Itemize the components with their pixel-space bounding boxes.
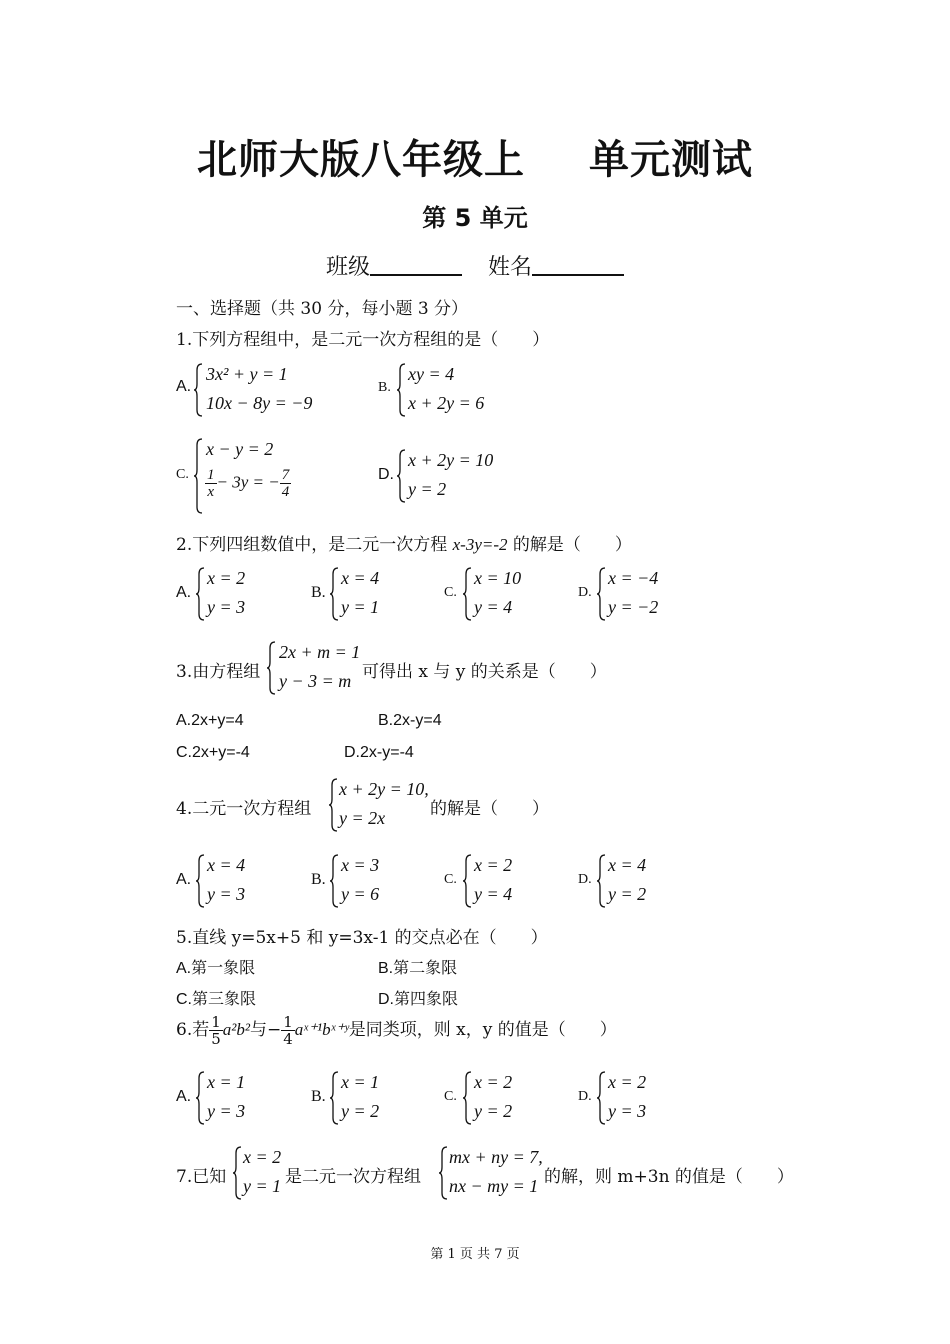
q1-c-eq1: x − y = 2 [206, 439, 274, 459]
q3-option-a: A.2x+y=4 [176, 712, 244, 729]
brace-icon [328, 777, 338, 833]
title-left: 北师大版八年级上 [197, 137, 525, 183]
q6-option-a-label: A. [176, 1088, 192, 1105]
unit-subtitle: 第 5 单元 [422, 204, 528, 232]
class-blank[interactable] [370, 252, 462, 276]
brace-icon [193, 437, 203, 515]
q1-a-eq2: 10x − 8y = −9 [206, 393, 313, 413]
q5-option-c: C.第三象限 [176, 991, 257, 1008]
brace-icon [195, 1070, 205, 1126]
brace-icon [193, 362, 203, 418]
q2-option-b-label: B. [311, 584, 326, 601]
page-title [0, 128, 950, 185]
brace-icon [462, 566, 472, 622]
q4-option-c-system: x = 2 y = 4 [462, 853, 542, 909]
q4-option-d-label: D. [578, 872, 592, 887]
q4-system: x + 2y = 10, y = 2x [328, 777, 428, 833]
q4-option-d-system: x = 4 y = 2 [596, 853, 676, 909]
q3-option-c: C.2x+y=-4 [176, 744, 250, 761]
q2-option-b-system: x = 4 y = 1 [329, 566, 409, 622]
q6-option-b-label: B. [311, 1088, 326, 1105]
q2-option-c-label: C. [444, 585, 457, 600]
brace-icon [266, 640, 276, 696]
q4-option-b-system: x = 3 y = 6 [329, 853, 409, 909]
q2-stem: 2.下列四组数值中，是二元一次方程 x-3y=-2 的解是（ ） [176, 535, 632, 555]
brace-icon [462, 1070, 472, 1126]
q3-stem-start: 3.由方程组 [176, 662, 261, 682]
q7-stem-start: 7.已知 [176, 1167, 227, 1187]
q7-stem-end: 的解，则 m+3n 的值是（ ） [544, 1167, 794, 1187]
brace-icon [596, 1070, 606, 1126]
q1-option-b-system [396, 362, 516, 418]
q3-system: 2x + m = 1 y − 3 = m [266, 640, 366, 696]
q1-option-d-system [396, 448, 516, 504]
brace-icon [462, 853, 472, 909]
brace-icon [396, 448, 406, 504]
q1-d-eq2: y = 2 [408, 479, 447, 499]
q5-option-a: A.第一象限 [176, 960, 256, 977]
brace-icon [596, 566, 606, 622]
q5-stem: 5.直线 y=5x+5 和 y=3x-1 的交点必在（ ） [176, 928, 548, 948]
q6-option-d-system: x = 2 y = 3 [596, 1070, 676, 1126]
q6-option-d-label: D. [578, 1089, 592, 1104]
q1-c-eq2: $\frac{1}{x}$ − 3y = − $\frac{7}{4}$ [207, 467, 290, 500]
title-right: 单元测试 [589, 137, 753, 183]
class-label: 班级 [325, 255, 370, 280]
q1-b-eq2: x + 2y = 6 [408, 393, 485, 413]
q1-option-a-system [193, 362, 333, 418]
q2-option-d-label: D. [578, 585, 592, 600]
brace-icon [596, 853, 606, 909]
q2-option-c-system: x = 10 y = 4 [462, 566, 542, 622]
section-heading: 一、选择题（共 30 分，每小题 3 分） [176, 299, 469, 319]
q7-solution: x = 2 y = 1 [232, 1145, 292, 1201]
brace-icon [329, 566, 339, 622]
q7-stem-mid: 是二元一次方程组 [285, 1167, 421, 1187]
fraction: $\frac{1}{4}$ [283, 1013, 293, 1048]
q2-option-a-system: x = 2 y = 3 [195, 566, 275, 622]
q1-option-d-label: D. [378, 466, 394, 483]
q5-option-b: B.第二象限 [378, 960, 458, 977]
q6-option-c-label: C. [444, 1089, 457, 1104]
q6-option-a-system: x = 1 y = 3 [195, 1070, 275, 1126]
q6-option-b-system: x = 1 y = 2 [329, 1070, 409, 1126]
q1-option-c-label: C. [176, 467, 189, 482]
q1-a-eq1: 3x² + y = 1 [206, 364, 288, 384]
q4-option-a-system: x = 4 y = 3 [195, 853, 275, 909]
brace-icon [232, 1145, 242, 1201]
page-footer: 第 1 页 共 7 页 [430, 1247, 520, 1262]
brace-icon [396, 362, 406, 418]
brace-icon [329, 1070, 339, 1126]
q3-option-b: B.2x-y=4 [378, 712, 442, 729]
q5-option-d: D.第四象限 [378, 991, 459, 1008]
q2-option-d-system: x = −4 y = −2 [596, 566, 686, 622]
q7-system: mx + ny = 7, nx − my = 1 [438, 1145, 548, 1201]
brace-icon [438, 1145, 448, 1201]
q4-option-c-label: C. [444, 872, 457, 887]
name-label: 姓名 [488, 255, 533, 280]
q4-option-a-label: A. [176, 871, 192, 888]
q1-d-eq1: x + 2y = 10 [408, 450, 494, 470]
q4-stem-end: 的解是（ ） [430, 799, 549, 819]
q1-option-c-system [193, 437, 333, 515]
fraction: $\frac{1}{5}$ [211, 1013, 221, 1048]
q2-option-a-label: A. [176, 584, 192, 601]
q4-stem-start: 4.二元一次方程组 [176, 799, 312, 819]
name-blank[interactable] [532, 252, 624, 276]
fraction: $\frac{7}{4}$ [281, 467, 290, 500]
brace-icon [195, 566, 205, 622]
q1-stem: 1.下列方程组中，是二元一次方程组的是（ ） [176, 330, 550, 350]
fraction: $\frac{1}{x}$ [207, 467, 215, 500]
q1-option-b-label: B. [378, 380, 391, 395]
q1-option-a-label: A. [176, 378, 192, 395]
brace-icon [329, 853, 339, 909]
q3-stem-end: 可得出 x 与 y 的关系是（ ） [362, 662, 607, 682]
q1-b-eq1: xy = 4 [408, 364, 455, 384]
q3-option-d: D.2x-y=-4 [344, 744, 414, 761]
brace-icon [195, 853, 205, 909]
q6-option-c-system: x = 2 y = 2 [462, 1070, 542, 1126]
student-info-line [0, 250, 950, 281]
q6-stem: 6.若 $\frac{1}{5}$ a²b²与− $\frac{1}{4}$ aˣ⁺¹bˣ⁺ʸ是同类项，则 x，y 的值是（ ） [176, 1013, 617, 1048]
q4-option-b-label: B. [311, 871, 326, 888]
